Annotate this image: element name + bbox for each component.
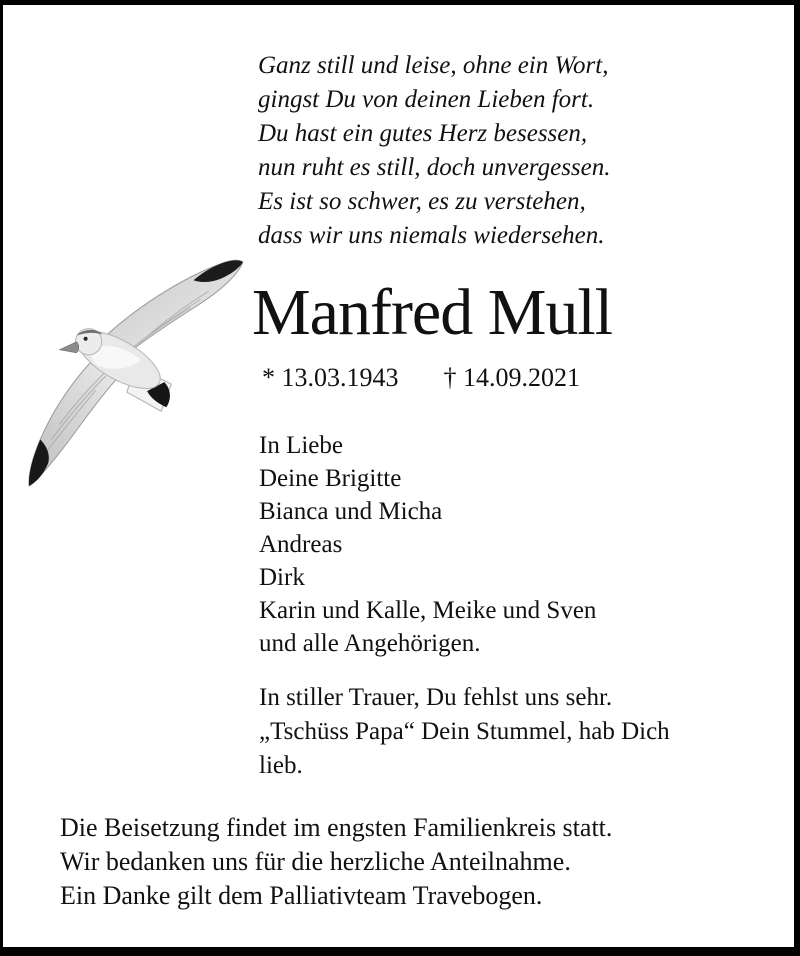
life-dates — [262, 363, 580, 393]
mourning-line: lieb. — [259, 752, 303, 779]
deceased-name: Manfred Mull — [252, 276, 613, 349]
poem-line: dass wir uns niemals wiedersehen. — [258, 222, 605, 249]
family-line: Andreas — [259, 531, 343, 558]
family-line: Deine Brigitte — [259, 465, 402, 492]
funeral-info-line: Wir bedanken uns für die herzliche Anteilnahme. — [60, 847, 571, 876]
family-line: Dirk — [259, 564, 305, 591]
mourning-line: „Tschüss Papa“ Dein Stummel, hab Dich — [259, 718, 670, 745]
funeral-info — [60, 811, 612, 913]
mourning-message — [259, 681, 670, 783]
family-line: Karin und Kalle, Meike und Sven — [259, 597, 597, 624]
poem-line: Du hast ein gutes Herz besessen, — [258, 120, 588, 147]
seagull-beak — [59, 342, 78, 353]
birth-date: * 13.03.1943 — [262, 363, 399, 392]
death-date: † 14.09.2021 — [443, 363, 580, 392]
seagull-eye — [84, 337, 88, 341]
funeral-info-line: Ein Danke gilt dem Palliativteam Travebogen. — [60, 881, 543, 910]
poem-line: nun ruht es still, doch unvergessen. — [258, 154, 611, 181]
family-list — [259, 429, 596, 660]
seagull-image — [18, 253, 250, 495]
poem-line: Ganz still und leise, ohne ein Wort, — [258, 52, 609, 79]
poem-line: gingst Du von deinen Lieben fort. — [258, 86, 595, 113]
mourning-line: In stiller Trauer, Du fehlst uns sehr. — [259, 684, 613, 711]
family-line: und alle Angehörigen. — [259, 630, 481, 657]
family-line: Bianca und Micha — [259, 498, 443, 525]
funeral-info-line: Die Beisetzung findet im engsten Familienkreis statt. — [60, 813, 613, 842]
poem-line: Es ist so schwer, es zu verstehen, — [258, 188, 586, 215]
family-line: In Liebe — [259, 432, 343, 459]
poem — [258, 49, 611, 253]
